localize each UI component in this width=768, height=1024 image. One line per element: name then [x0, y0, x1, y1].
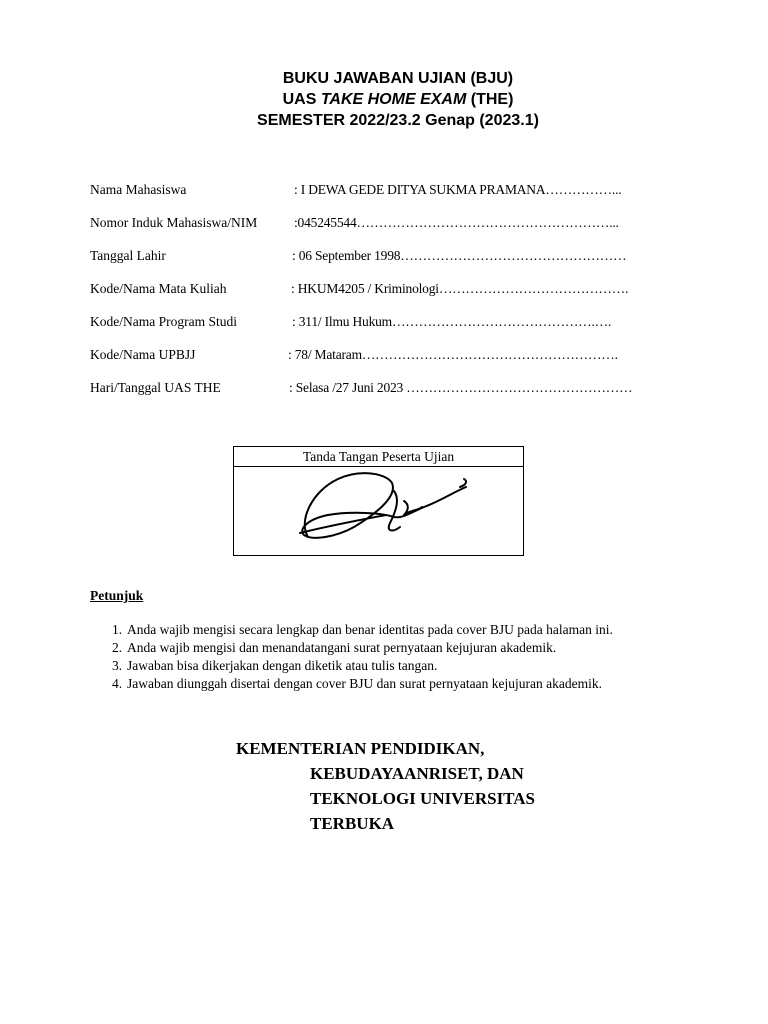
header-title: BUKU JAWABAN UJIAN (BJU) — [282, 70, 514, 87]
instruction-item — [112, 675, 672, 693]
identity-label: Tanggal Lahir — [90, 248, 166, 263]
ministry-line: TEKNOLOGI UNIVERSITAS — [310, 789, 535, 808]
identity-value: : HKUM4205 / Kriminologi……………………………………. — [291, 281, 629, 296]
header-exam-prefix: UAS — [282, 91, 321, 108]
header-exam-type — [0, 89, 768, 110]
identity-row-birthdate — [90, 248, 650, 266]
identity-row-course — [90, 281, 650, 299]
handwritten-signature — [294, 471, 474, 543]
ministry-line: KEBUDAYAANRISET, DAN — [310, 764, 524, 783]
instruction-number: 1. — [112, 622, 123, 637]
identity-label: Kode/Nama Program Studi — [90, 314, 237, 329]
instruction-item — [112, 657, 672, 675]
identity-label: Kode/Nama UPBJJ — [90, 347, 196, 362]
identity-row-program — [90, 314, 650, 332]
ministry-line: KEMENTERIAN PENDIDIKAN, — [236, 739, 485, 758]
instructions-list — [112, 621, 672, 693]
instruction-number: 3. — [112, 658, 123, 673]
identity-value: : 78/ Mataram…………………………………………………. — [288, 347, 618, 362]
document-header — [0, 68, 768, 131]
header-exam-suffix: (THE) — [466, 91, 514, 108]
signature-box — [233, 446, 524, 556]
instruction-number: 2. — [112, 640, 123, 655]
identity-label: Kode/Nama Mata Kuliah — [90, 281, 227, 296]
instruction-item — [112, 621, 672, 639]
identity-value: :045245544…………………………………………………... — [294, 215, 619, 230]
instruction-text: Jawaban diunggah disertai dengan cover BJU dan surat pernyataan kejujuran akademik. — [127, 676, 602, 691]
ministry-block — [236, 736, 535, 836]
identity-value: : 311/ Ilmu Hukum……………………………………….…. — [292, 314, 612, 329]
instruction-text: Anda wajib mengisi secara lengkap dan benar identitas pada cover BJU pada halaman ini. — [127, 622, 613, 637]
instruction-text: Anda wajib mengisi dan menandatangani surat pernyataan kejujuran akademik. — [127, 640, 557, 655]
identity-label: Hari/Tanggal UAS THE — [90, 380, 221, 395]
identity-row-name — [90, 182, 650, 200]
identity-row-upbjj — [90, 347, 650, 365]
instruction-number: 4. — [112, 676, 123, 691]
header-semester: SEMESTER 2022/23.2 Genap (2023.1) — [257, 112, 539, 129]
instructions-title: Petunjuk — [90, 588, 144, 603]
identity-value: : 06 September 1998…………………………………………… — [292, 248, 627, 263]
ministry-line: TERBUKA — [310, 814, 395, 833]
header-exam-italic: TAKE HOME EXAM — [320, 91, 467, 108]
instruction-item — [112, 639, 672, 657]
identity-value: : I DEWA GEDE DITYA SUKMA PRAMANA……………... — [294, 182, 622, 197]
identity-row-exam-date — [90, 380, 650, 398]
identity-value: : Selasa /27 Juni 2023 …………………………………………… — [289, 380, 633, 395]
signature-box-title: Tanda Tangan Peserta Ujian — [234, 447, 523, 467]
identity-label: Nomor Induk Mahasiswa/NIM — [90, 215, 258, 230]
identity-label: Nama Mahasiswa — [90, 182, 187, 197]
instruction-text: Jawaban bisa dikerjakan dengan diketik atau tulis tangan. — [127, 658, 438, 673]
identity-row-nim — [90, 215, 650, 233]
